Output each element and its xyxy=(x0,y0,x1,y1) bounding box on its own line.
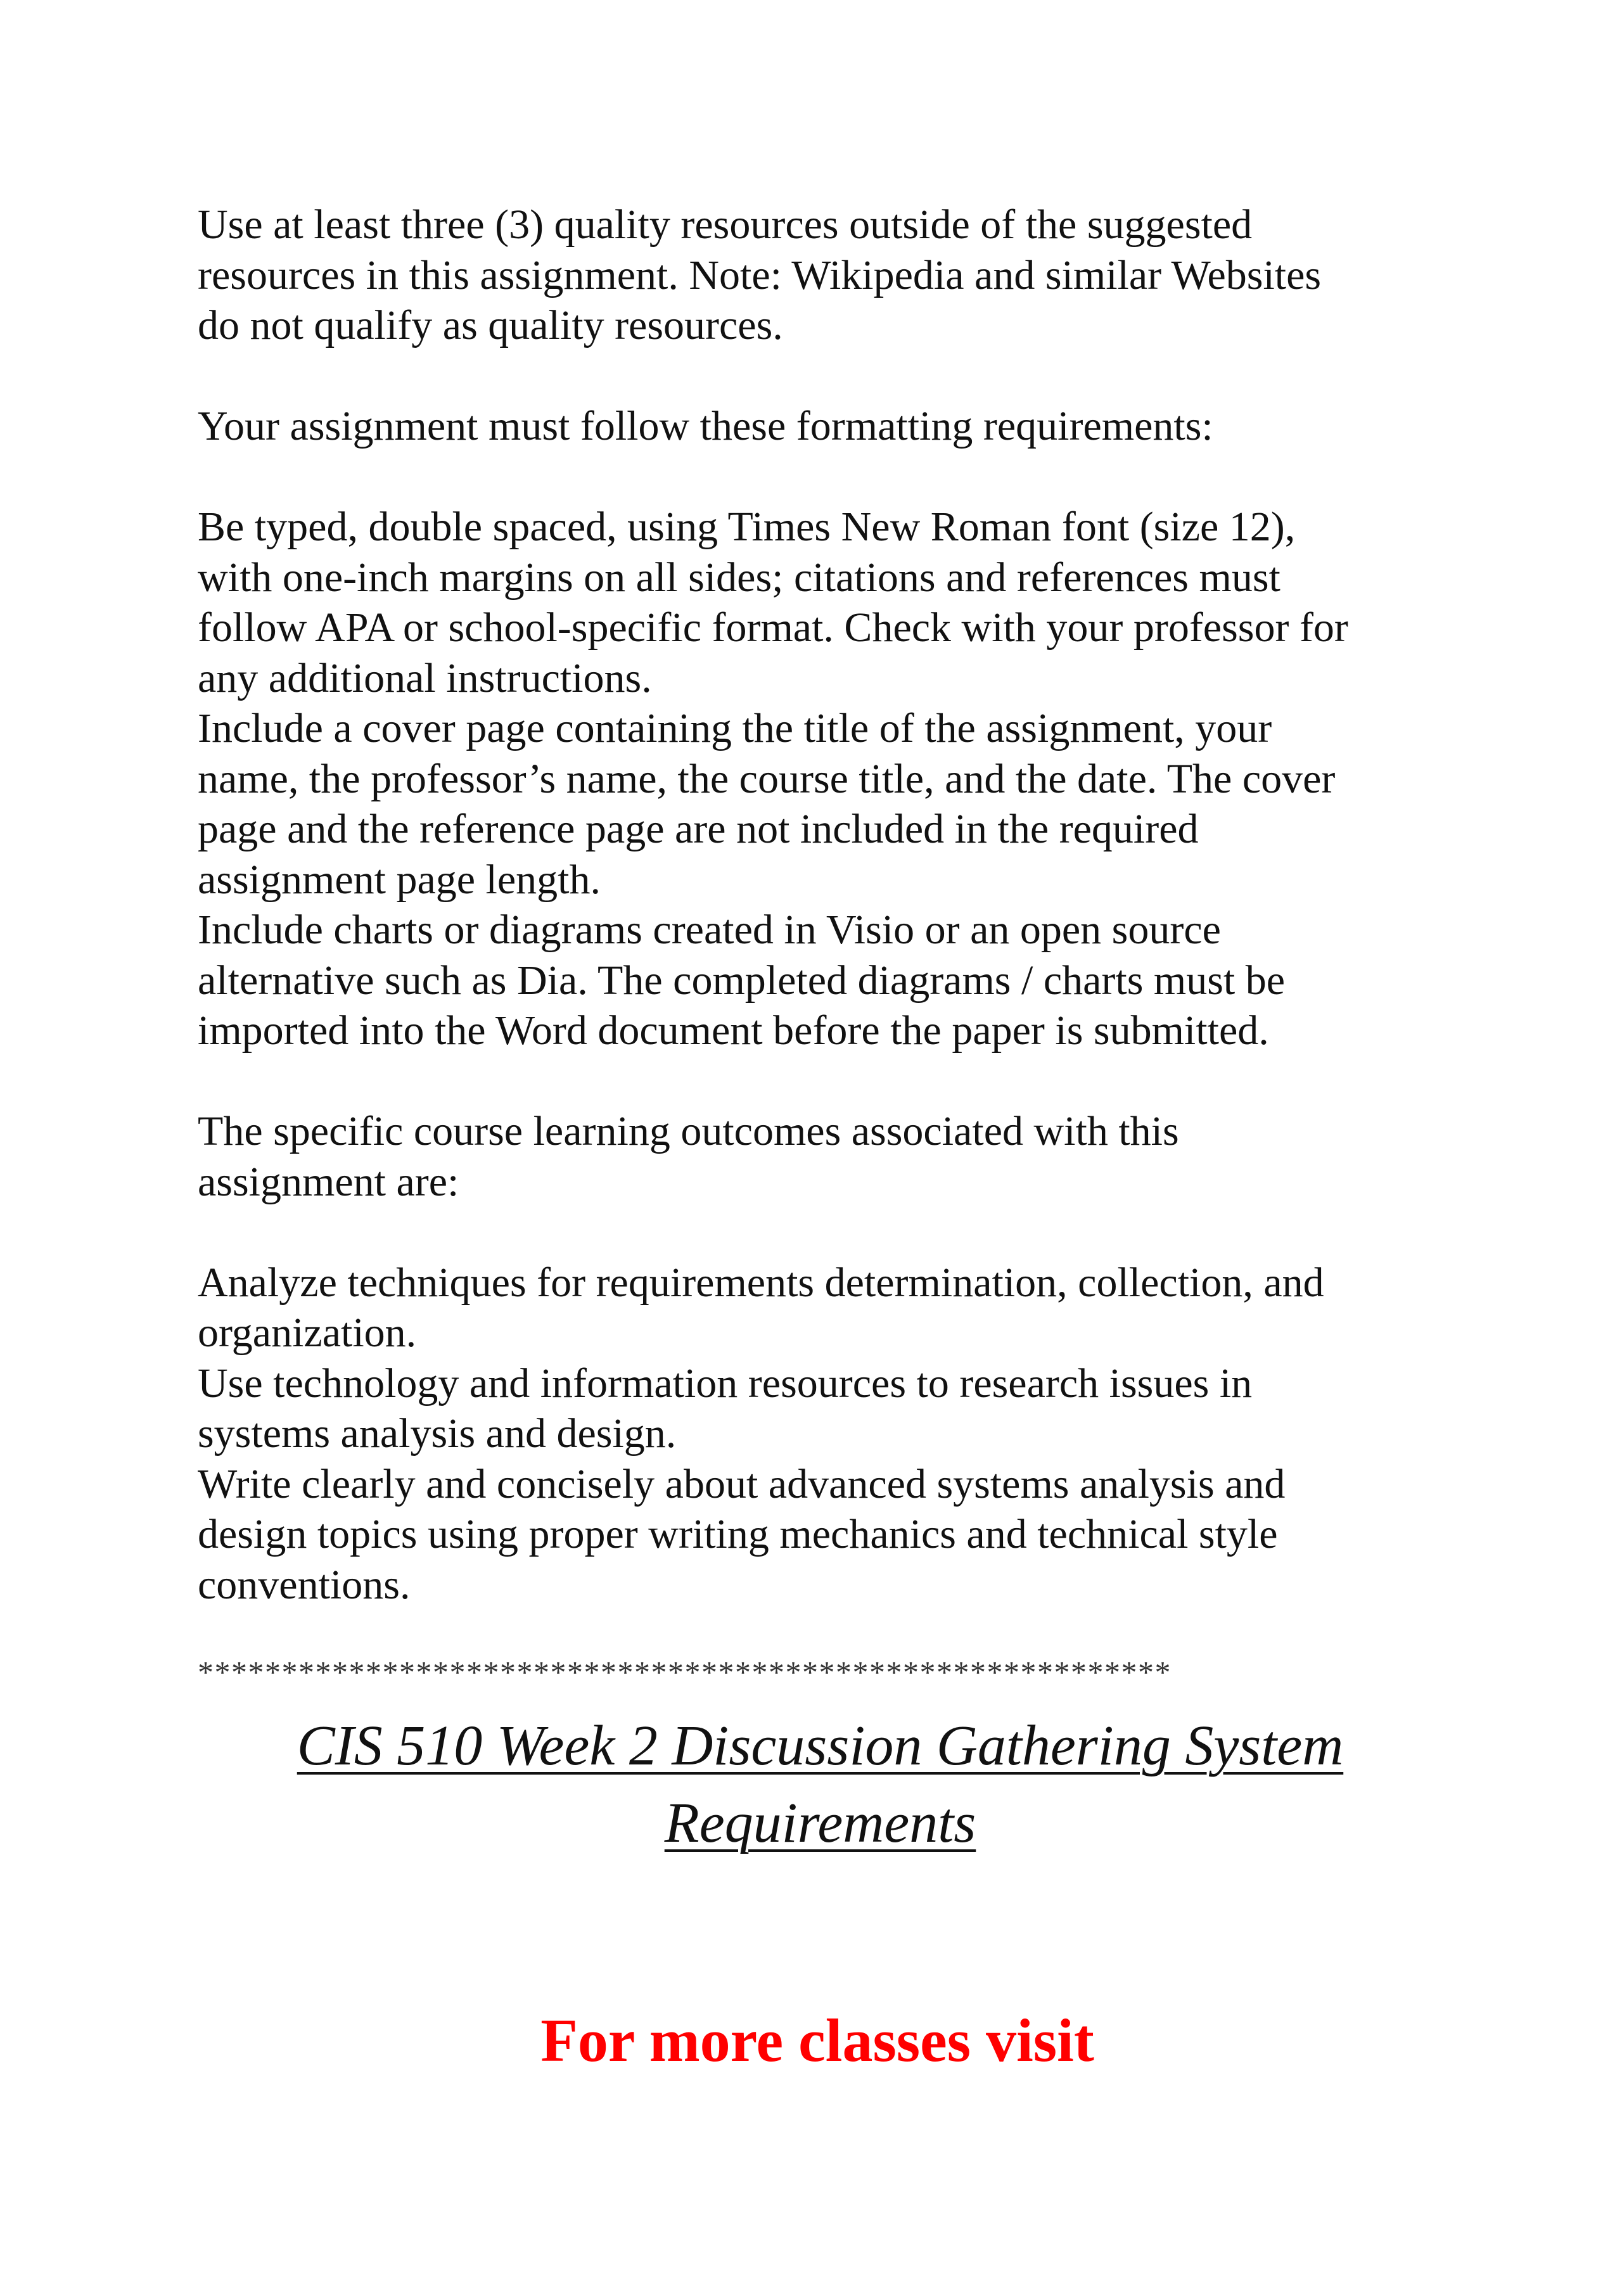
formatting-line: page and the reference page are not included in the required xyxy=(198,806,1199,852)
formatting-line: assignment page length. xyxy=(198,856,601,903)
outcome-line: Use technology and information resources to research issues in xyxy=(198,1360,1253,1406)
intro-line: Use at least three (3) quality resources outside of the suggested xyxy=(198,201,1253,248)
heading-line-1: CIS 510 Week 2 Discussion Gathering System xyxy=(297,1714,1344,1777)
outcome-line: Analyze techniques for requirements determination, collection, and xyxy=(198,1259,1324,1306)
intro-paragraph xyxy=(198,200,1452,351)
intro-line: resources in this assignment. Note: Wikipedia and similar Websites xyxy=(198,252,1322,298)
outcomes-intro-line: assignment are: xyxy=(198,1158,459,1205)
separator-stars: ********************************************************** xyxy=(198,1654,1172,1690)
formatting-item-charts xyxy=(198,905,1452,1056)
formatting-line: any additional instructions. xyxy=(198,654,652,701)
outcomes-intro xyxy=(198,1106,1452,1207)
outcome-analyze xyxy=(198,1258,1452,1358)
heading-line-2: Requirements xyxy=(664,1792,976,1854)
outcome-writing xyxy=(198,1459,1452,1610)
outcome-line: organization. xyxy=(198,1310,417,1356)
formatting-line: Be typed, double spaced, using Times New Roman font (size 12), xyxy=(198,504,1296,550)
intro-line: do not qualify as quality resources. xyxy=(198,302,783,348)
outcome-line: Write clearly and concisely about advanced systems analysis and xyxy=(198,1460,1286,1507)
outcomes-intro-line: The specific course learning outcomes associated with this xyxy=(198,1108,1179,1154)
outcome-line: design topics using proper writing mechanics and technical style xyxy=(198,1511,1278,1557)
formatting-line: with one-inch margins on all sides; citations and references must xyxy=(198,554,1280,601)
outcome-line: conventions. xyxy=(198,1561,411,1608)
visit-text: For more classes visit xyxy=(540,2006,1094,2074)
formatting-line: name, the professor’s name, the course title, and the date. The cover xyxy=(198,755,1336,802)
formatting-item-typed xyxy=(198,502,1452,703)
course-heading xyxy=(198,1707,1443,1862)
outcome-line: systems analysis and design. xyxy=(198,1410,677,1457)
formatting-line: alternative such as Dia. The completed diagrams / charts must be xyxy=(198,957,1286,1004)
outcome-technology xyxy=(198,1358,1452,1459)
formatting-line: follow APA or school-specific format. Check with your professor for xyxy=(198,604,1348,651)
formatting-item-cover-page xyxy=(198,703,1452,905)
assignment-text xyxy=(198,200,1452,1610)
formatting-line: Include charts or diagrams created in Visio or an open source xyxy=(198,907,1221,953)
formatting-line: Include a cover page containing the title of the assignment, your xyxy=(198,705,1272,751)
formatting-intro: Your assignment must follow these formatting requirements: xyxy=(198,403,1213,449)
formatting-line: imported into the Word document before the paper is submitted. xyxy=(198,1007,1269,1054)
